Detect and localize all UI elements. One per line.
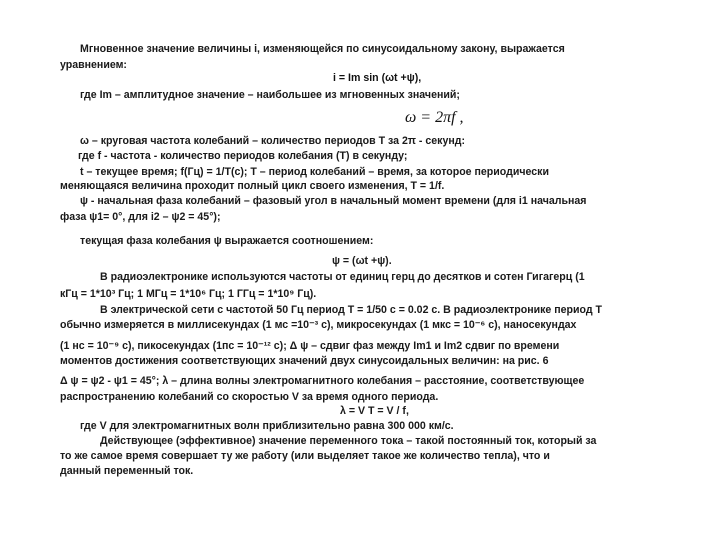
formula-current: i = Im sin (ωt +ψ), — [333, 72, 422, 84]
text-line-7: меняющаяся величина проходит полный цикл своего изменения, T = 1/f. — [60, 180, 445, 192]
text-line-2: уравнением: — [60, 59, 127, 71]
text-line-23: то же самое время совершает ту же работу (или выделяет такое же количество тепла), что и — [60, 450, 550, 462]
text-line-19: распространению колебаний со скоростью V за время одного периода. — [60, 391, 439, 403]
text-line-12: В радиоэлектронике используются частоты от единиц герц до десятков и сотен Гигагерц (1 — [100, 271, 585, 283]
text-line-10: текущая фаза колебания ψ выражается соотношением: — [80, 235, 374, 247]
text-line-5: где f - частота - количество периодов колебания (T) в секунду; — [78, 150, 408, 162]
text-line-6: t – текущее время; f(Гц) = 1/T(c); T – период колебаний – время, за которое периодически — [80, 166, 549, 178]
text-line-22: Действующее (эффективное) значение переменного тока – такой постоянный ток, который за — [100, 435, 597, 447]
text-line-17: моментов достижения соответствующих значений двух синусоидальных величин: на рис. 6 — [60, 355, 549, 367]
text-line-24: данный переменный ток. — [60, 465, 194, 477]
text-line-9: фаза ψ1= 0°, для i2 – ψ2 = 45°); — [60, 211, 221, 223]
text-line-4: ω – круговая частота колебаний – количество периодов T за 2π - секунд: — [80, 135, 466, 147]
text-line-20: λ = V T = V / f, — [340, 405, 409, 417]
text-line-8: ψ - начальная фаза колебаний – фазовый угол в начальный момент времени (для i1 начальная — [80, 195, 587, 207]
text-line-3: где Im – амплитудное значение – наибольшее из мгновенных значений; — [80, 89, 460, 101]
text-line-13: кГц = 1*10³ Гц; 1 МГц = 1*10⁶ Гц; 1 ГГц = 1*10⁹ Гц). — [60, 288, 317, 300]
text-line-21: где V для электромагнитных волн приблизительно равна 300 000 км/с. — [80, 420, 454, 432]
text-line-16: (1 нс = 10⁻⁹ с), пикосекундах (1пс = 10⁻¹² с); Δ ψ – сдвиг фаз между Im1 и Im2 сдвиг по времени — [60, 340, 560, 352]
text-line-14: В электрической сети с частотой 50 Гц период T = 1/50 с = 0.02 с. В радиоэлектронике период T — [100, 304, 602, 316]
text-line-18: Δ ψ = ψ2 - ψ1 = 45°; λ – длина волны электромагнитного колебания – расстояние, соответствующее — [60, 375, 585, 387]
text-line-1: Мгновенное значение величины i, изменяющейся по синусоидальному закону, выражается — [80, 43, 565, 55]
formula-omega: ω = 2πf , — [405, 109, 464, 126]
text-line-11: ψ = (ωt +ψ). — [332, 255, 392, 267]
text-line-15: обычно измеряется в миллисекундах (1 мс =10⁻³ с), микросекундах (1 мкс = 10⁻⁶ с), наносекундах — [60, 319, 577, 331]
